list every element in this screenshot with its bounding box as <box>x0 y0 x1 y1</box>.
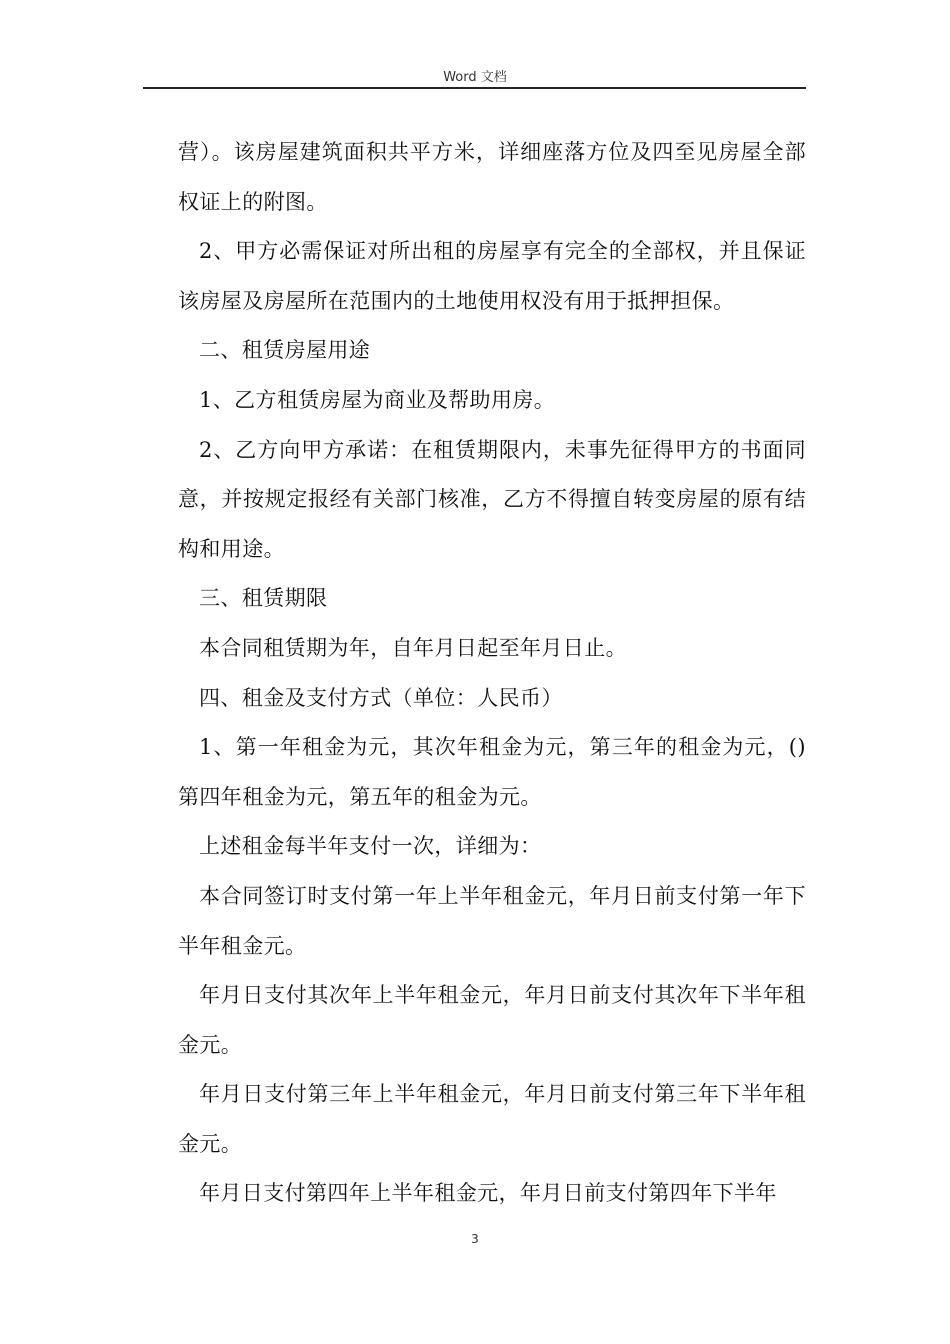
section-heading-3: 三、租赁期限 <box>199 586 328 611</box>
paragraph-12: 年月日支付其次年上半年租金元，年月日前支付其次年下半年租金元。 <box>178 983 806 1057</box>
paragraph-10: 上述租金每半年支付一次，详细为： <box>199 834 542 859</box>
page-number: 3 <box>471 1232 479 1246</box>
paragraph-4: 1、乙方租赁房屋为商业及帮助用房。 <box>199 387 556 412</box>
paragraph-7: 本合同租赁期为年，自年月日起至年月日止。 <box>199 635 627 660</box>
paragraph-9: 1、第一年租金为元，其次年租金为元，第三年的租金为元，()第四年租金为元，第五年的租金为元。 <box>178 735 806 809</box>
paragraph-1: 营）。该房屋建筑面积共平方米，详细座落方位及四至见房屋全部权证上的附图。 <box>178 140 806 214</box>
header-divider <box>143 87 806 89</box>
paragraph-14: 年月日支付第四年上半年租金元，年月日前支付第四年下半年 <box>199 1181 777 1206</box>
paragraph-13: 年月日支付第三年上半年租金元，年月日前支付第三年下半年租金元。 <box>178 1082 806 1156</box>
paragraph-5: 2、乙方向甲方承诺：在租赁期限内，未事先征得甲方的书面同意，并按规定报经有关部门核准，乙方不得擅自转变房屋的原有结构和用途。 <box>178 437 806 561</box>
section-heading-2: 二、租赁房屋用途 <box>199 338 371 363</box>
page-header-title: Word 文档 <box>443 70 507 85</box>
document-body <box>178 128 806 1219</box>
paragraph-2: 2、甲方必需保证对所出租的房屋享有完全的全部权，并且保证该房屋及房屋所在范围内的土地使用权没有用于抵押担保。 <box>178 239 806 313</box>
paragraph-11: 本合同签订时支付第一年上半年租金元，年月日前支付第一年下半年租金元。 <box>178 883 806 958</box>
section-heading-4: 四、租金及支付方式（单位：人民币） <box>199 685 563 710</box>
